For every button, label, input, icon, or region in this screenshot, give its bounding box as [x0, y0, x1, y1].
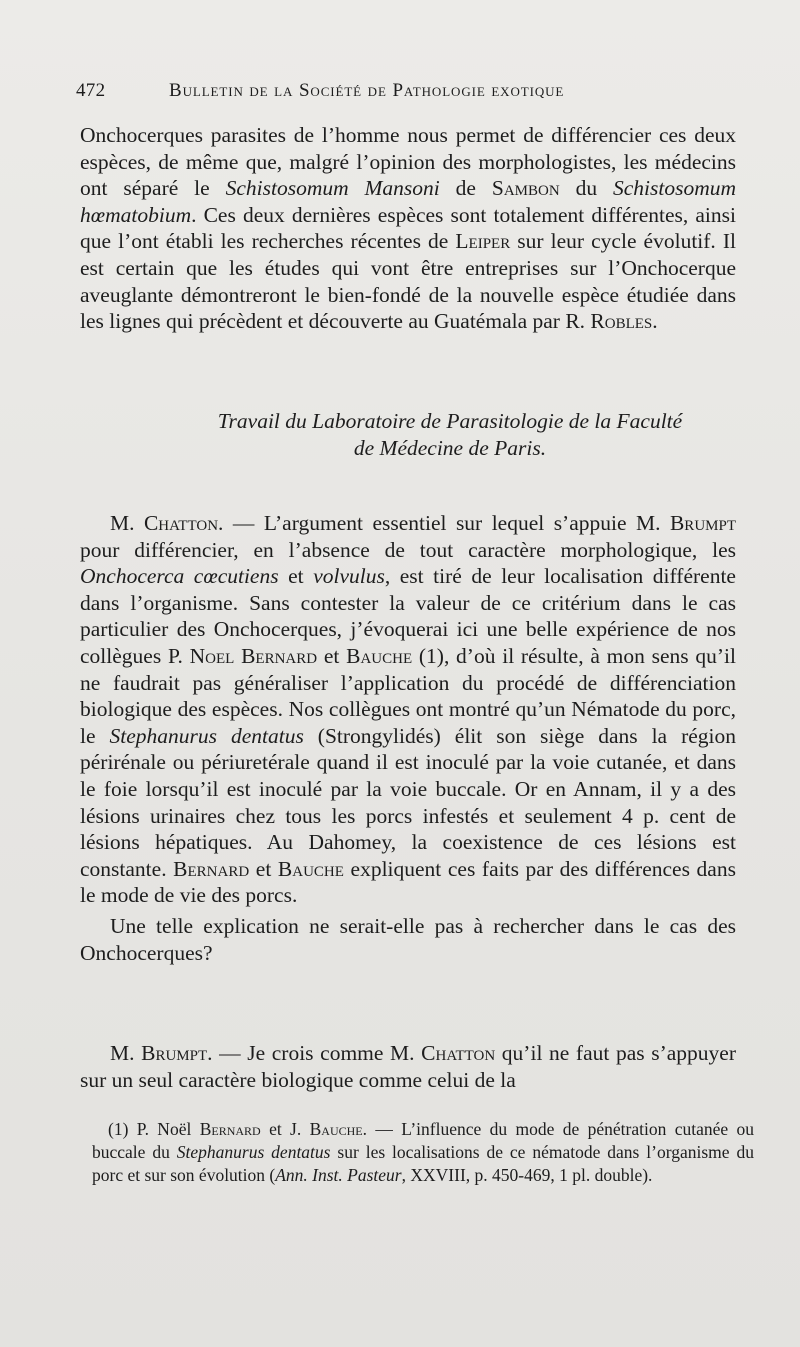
chatton-discussion	[80, 510, 736, 966]
chatton-question: Une telle explication ne serait-elle pas à rechercher dans le cas des Onchocerques?	[80, 913, 736, 965]
laboratory-credit: Travail du Laboratoire de Parasitologie de la Faculté de Médecine de Paris.	[217, 409, 683, 460]
chatton-paragraph: M. Chatton. — L’argument essentiel sur lequel s’appuie M. Brumpt pour différencier, en l’absence de tout caractère morphologique, les Onchocerca cœcutiens et volvulus, est tiré de leur localisation différente dans l’organisme. Sans contester la valeur de ce critérium dans le cas particulier des Onchocerques, j’évoquerai ici une belle expérience de nos collègues P. Noel Bernard et Bauche (1), d’où il résulte, à mon sens qu’il ne faudrait pas généraliser l’application du procédé de différenciation biologique des espèces. Nos collègues ont montré qu’un Nématode du porc, le Stephanurus dentatus (Strongylidés) élit son siège dans la région périrénale ou périuretérale quand il est inoculé par la voie cutanée, et dans le foie lorsqu’il est inoculé par la voie buccale. Or en Annam, il y a des lésions urinaires chez tous les porcs infestés et seulement 4 p. cent de lésions hépatiques. Au Dahomey, la coexistence de ces lésions est constante. Bernard et Bauche expliquent ces faits par des différences dans le mode de vie des porcs.	[80, 511, 736, 908]
footnote: (1) P. Noël Bernard et J. Bauche. — L’influence du mode de pénétration cutanée ou buccale du Stephanurus dentatus sur les localisations de ce nématode dans l’organisme du porc et sur son évolution (Ann. Inst. Pasteur, XXVIII, p. 450-469, 1 pl. double).	[92, 1119, 754, 1185]
journal-title: Bulletin de la Société de Pathologie exotique	[169, 80, 565, 101]
brumpt-reply: M. Brumpt. — Je crois comme M. Chatton qu’il ne faut pas s’appuyer sur un seul caractère biologique comme celui de la	[80, 1041, 736, 1092]
page-number: 472	[76, 80, 106, 101]
paragraph-onchocerques-conclusion: Onchocerques parasites de l’homme nous permet de différencier ces deux espèces, de même que, malgré l’opinion des morphologistes, les médecins ont séparé le Schistosomum Mansoni de Sambon du Schistosomum hœmatobium. Ces deux dernières espèces sont totalement différentes, ainsi que l’ont établi les recherches récentes de Leiper sur leur cycle évolutif. Il est certain que les études qui vont être entreprises sur l’Onchocerque aveuglante démontreront le bien-fondé de la nouvelle espèce étudiée dans les lignes qui précèdent et découverte au Guatémala par R. Robles.	[80, 123, 737, 334]
